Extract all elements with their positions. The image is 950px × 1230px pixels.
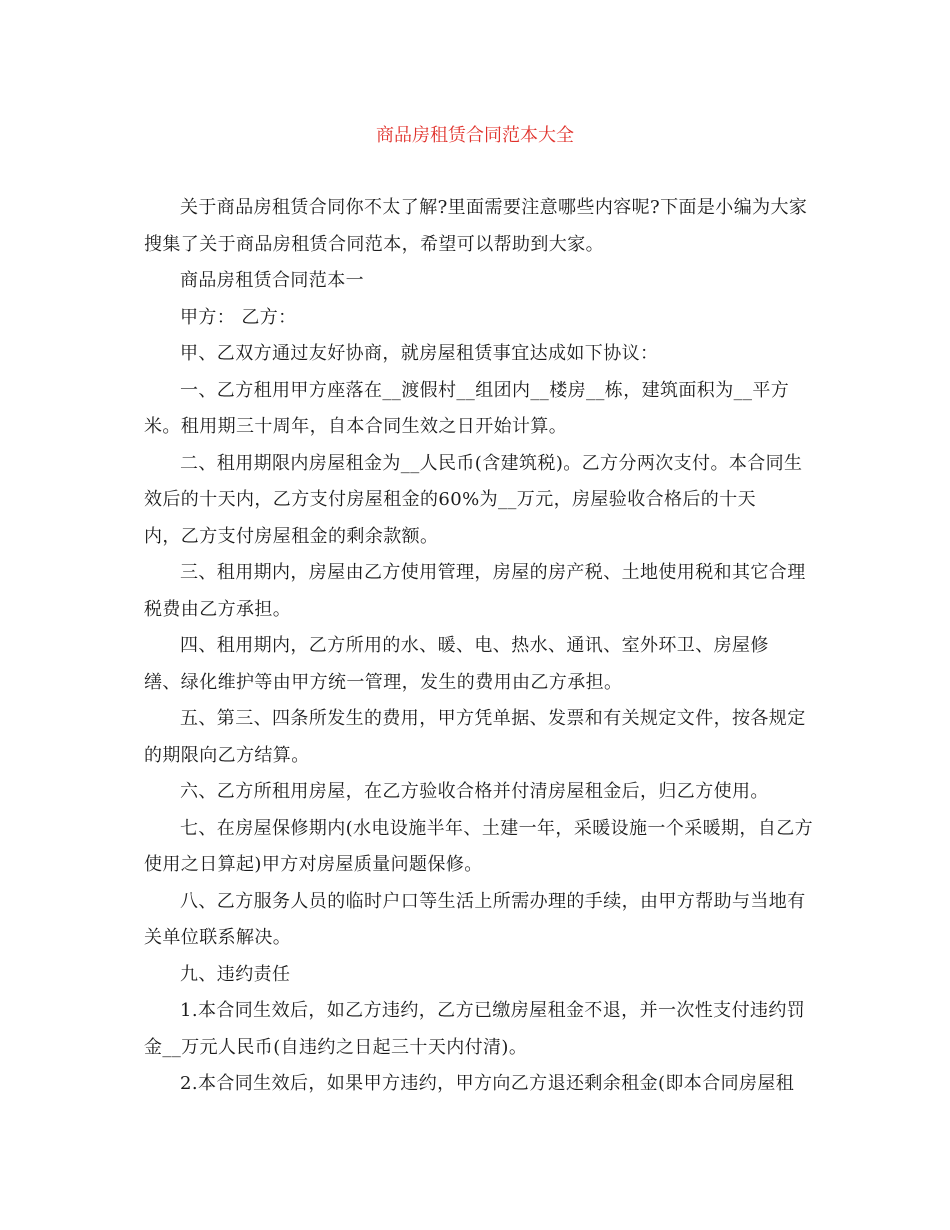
clause-9-heading: 九、违约责任	[180, 963, 291, 985]
section-heading: 商品房租赁合同范本一	[180, 270, 364, 291]
document-title: 商品房租赁合同范本大全	[376, 125, 574, 146]
clause-5: 五、第三、四条所发生的费用，甲方凭单据、发票和有关规定文件，按各规定的期限向乙方结算。	[144, 708, 806, 766]
clause-8: 八、乙方服务人员的临时户口等生活上所需办理的手续，由甲方帮助与当地有关单位联系解决。	[144, 890, 806, 948]
clause-9-item-2: 2.本合同生效后，如果甲方违约，甲方向乙方退还剩余租金(即本合同房屋租	[180, 1073, 795, 1094]
clause-9-item-1: 1.本合同生效后，如乙方违约，乙方已缴房屋租金不退，并一次性支付违约罚金__万元人民币(自违约之日起三十天内付清)。	[144, 1000, 806, 1058]
clause-7: 七、在房屋保修期内(水电设施半年、土建一年，采暖设施一个采暖期，自乙方使用之日算起)甲方对房屋质量问题保修。	[144, 817, 814, 875]
clause-3: 三、租用期内，房屋由乙方使用管理，房屋的房产税、土地使用税和其它合理税费由乙方承担。	[144, 562, 806, 620]
clause-4: 四、租用期内，乙方所用的水、暖、电、热水、通讯、室外环卫、房屋修 缮、绿化维护等由甲方统一管理，发生的费用由乙方承担。	[144, 635, 769, 693]
document-body	[144, 190, 814, 1103]
clause-2: 二、租用期限内房屋租金为__人民币(含建筑税)。乙方分两次支付。本合同生效后的十天内，乙方支付房屋租金的60%为__万元，房屋验收合格后的十天 内，乙方支付房屋租金的剩余款额。	[144, 452, 803, 547]
parties-line: 甲方： 乙方：	[180, 306, 297, 328]
clause-6: 六、乙方所租用房屋，在乙方验收合格并付清房屋租金后，归乙方使用。	[180, 781, 769, 802]
agreement-intro: 甲、乙双方通过友好协商，就房屋租赁事宜达成如下协议：	[180, 343, 659, 364]
intro-paragraph: 关于商品房租赁合同你不太了解?里面需要注意哪些内容呢?下面是小编为大家搜集了关于商品房租赁合同范本，希望可以帮助到大家。	[144, 197, 808, 255]
clause-1: 一、乙方租用甲方座落在__渡假村__组团内__楼房__栋，建筑面积为__平方米。租用期三十周年，自本合同生效之日开始计算。	[144, 379, 790, 437]
